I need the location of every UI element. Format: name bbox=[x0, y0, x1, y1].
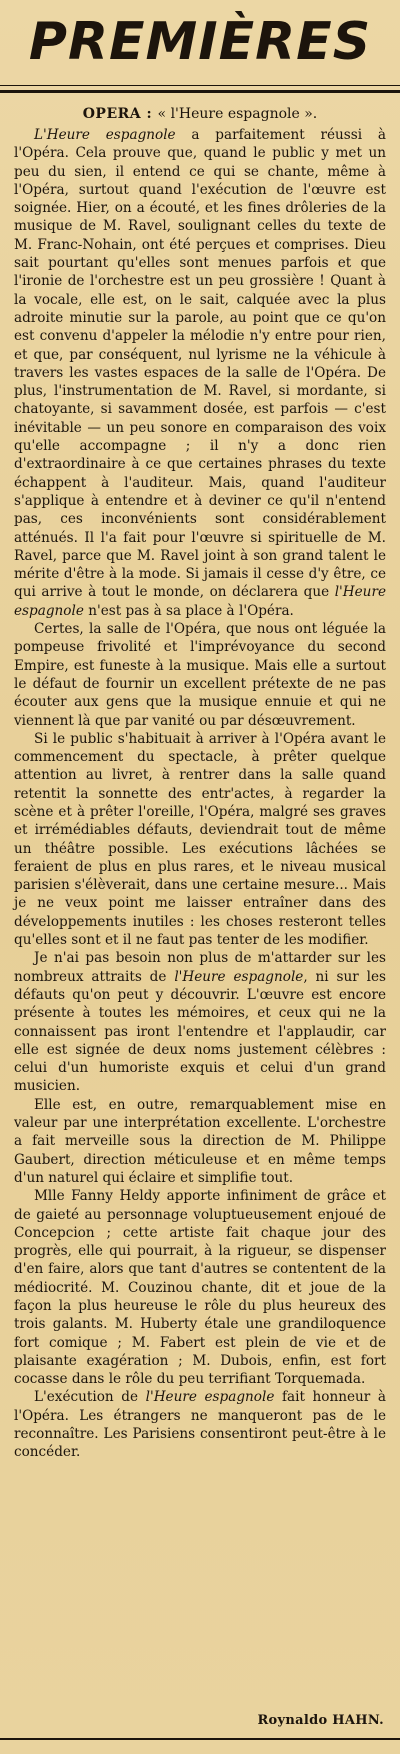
article-heading bbox=[0, 104, 400, 124]
work-title: l'Heure espagnole bbox=[174, 968, 304, 985]
paragraph-text: a parfaitement réussi à l'Opéra. Cela prouve que, quand le public y met un peu du sien, il entend ce qui se chante, même à l'Opéra, surtout quand l'exécution de l'œuvre est soignée. Hier, on a écouté, et les fines drôleries de la musique de M. Ravel, soulignant celles du texte de M. Franc-Nohain, ont été perçues et comprises. Dieu sait pourtant qu'elles sont menues parfois et que l'ironie de l'orchestre est un peu grossière ! Quant à la vocale, elle est, on le sait, calquée avec la plus adroite minutie sur la parole, au point que ce qu'on est convenu d'appeler la mélodie n'y entre pour rien, et que, par conséquent, nul lyrisme ne la véhicule à travers les vastes espaces de la salle de l'Opéra. De plus, l'instrumentation de M. Ravel, si mordante, si chatoyante, si savamment dosée, est parfois — c'est inévitable — un peu sonore en comparaison des voix qu'elle accompagne ; il n'y a donc rien d'extraordinaire à ce que certaines phrases du texte échappent à l'auditeur. Mais, quand l'auditeur s'applique à entendre et à deviner ce qu'il n'entend pas, ces inconvénients sont considérablement atténués. Il l'a fait pour l'œuvre si spirituelle de M. Ravel, parce que M. Ravel joint à son grand talent le mérite d'être à la mode. Si jamais il cesse d'y être, ce qui arrive à tout le monde, on déclarera que bbox=[14, 127, 386, 601]
paragraph-text: fait honneur à l'Opéra. Les étrangers ne manqueront pas de le reconnaître. Les Parisiens consentiront peut-être à le concéder. bbox=[14, 1389, 387, 1461]
work-title: l'Heure espagnole bbox=[14, 584, 386, 619]
article-paragraph bbox=[14, 949, 386, 1095]
paragraph-text: Elle est, en outre, remarquablement mise en valeur par une interprétation excellente. L'orchestre a fait merveille sous la direction de M. Philippe Gaubert, direction méticuleuse et en même temps d'un naturel qui éclaire et simplifie tout. bbox=[14, 1096, 386, 1186]
article-paragraph bbox=[14, 1187, 386, 1388]
author-signature: Roynaldo HAHN. bbox=[257, 1713, 384, 1728]
bottom-rule bbox=[0, 1738, 400, 1740]
work-title: l'Heure espagnole bbox=[145, 1389, 275, 1406]
paragraph-text: , ni sur les défauts qu'on peut y découvrir. L'œuvre est encore présente à toutes les mémoires, et ceux qui ne la connaissent pas iront l'entendre et l'applaudir, car elle est signée de deux noms justement célèbres : celui d'un humoriste exquis et celui d'un grand musicien. bbox=[14, 968, 387, 1095]
article-paragraph bbox=[14, 730, 386, 950]
article-heading-work: « l'Heure espagnole ». bbox=[157, 106, 318, 122]
article-paragraph bbox=[14, 620, 386, 730]
paragraph-text: Si le public s'habituait à arriver à l'Opéra avant le commencement du spectacle, à prêter quelque attention au livret, à rentrer dans la salle quand retentit la sonnette des entr'actes, à regarder la scène et à prêter l'oreille, l'Opéra, malgré ses graves et irrémédiables défauts, deviendrait tout de même un théâtre possible. Les exécutions lâchées se feraient de plus en plus rares, et le niveau musical parisien s'élèverait, dans une certaine mesure... Mais je ne veux point me laisser entraîner dans des développements inutiles : les choses resteront telles qu'elles sont et il ne faut pas tenter de les modifier. bbox=[14, 730, 386, 949]
masthead bbox=[0, 0, 400, 93]
article-paragraph bbox=[14, 1388, 386, 1461]
article-body bbox=[14, 126, 386, 1462]
work-title: L'Heure espagnole bbox=[34, 127, 176, 143]
paragraph-text: Je n'ai pas besoin non plus de m'attarder sur les nombreux attraits de bbox=[14, 950, 386, 985]
article-paragraph bbox=[14, 126, 386, 620]
paragraph-text: L'exécution de bbox=[34, 1389, 146, 1406]
paragraph-text: Mlle Fanny Heldy apporte infiniment de grâce et de gaieté au personnage voluptueusement enjoué de Concepcion ; cette artiste fait chaque jour des progrès, elle qui pourrait, à la rigueur, se dispenser d'en faire, alors que tant d'autres se contentent de la médiocrité. M. Couzinou chante, dit et joue de la façon la plus heureuse le rôle du plus heureux des trois galants. M. Huberty étale une grandiloquence fort comique ; M. Fabert est plein de vie et de plaisante exagération ; M. Dubois, enfin, est fort cocasse dans le rôle du peu terrifiant Torquemada. bbox=[14, 1188, 386, 1388]
article-heading-venue: OPERA : bbox=[82, 106, 153, 122]
page-title: PREMIÈRES bbox=[28, 12, 372, 72]
article-paragraph bbox=[14, 1096, 386, 1187]
paragraph-text: n'est pas à sa place à l'Opéra. bbox=[83, 602, 294, 619]
paragraph-text: Certes, la salle de l'Opéra, que nous ont léguée la pompeuse frivolité et l'imprévoyance du second Empire, est funeste à la musique. Mais elle a surtout le défaut de fournir un excellent prétexte de ne pas écouter aux gens que la musique ennuie et qui ne viennent là que par vanité ou par désœuvrement. bbox=[14, 621, 386, 729]
masthead-rule bbox=[0, 85, 400, 86]
